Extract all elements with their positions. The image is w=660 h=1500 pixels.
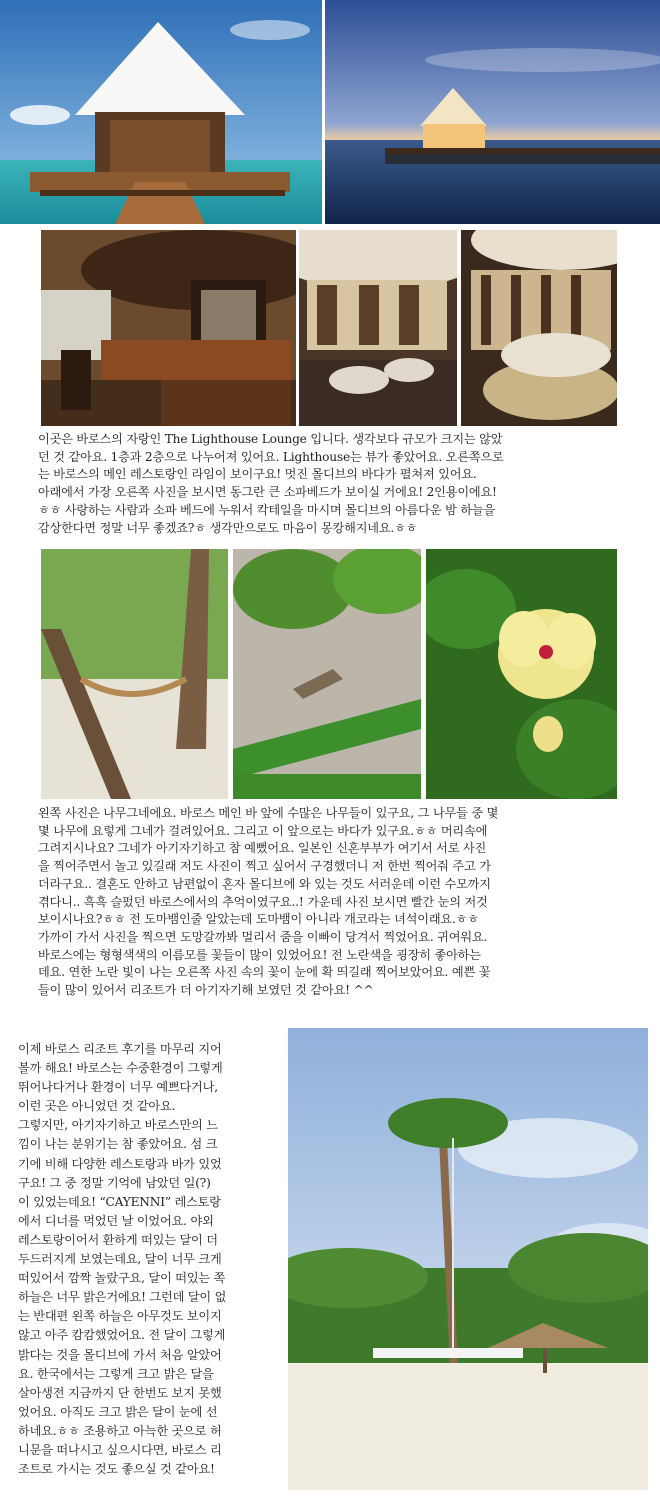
garden-lizard-photo bbox=[233, 549, 421, 799]
paragraph-line: 떠있어서 깜짝 놀랐구요, 달이 떠있는 쪽 bbox=[18, 1271, 226, 1286]
lighthouse-day-photo bbox=[0, 0, 322, 224]
paragraph-line: 두드러지게 보였는데요, 달이 너무 크게 bbox=[18, 1252, 222, 1267]
paragraph-line: 그려지시나요? 그네가 아기자기하고 참 예뻤어요. 일본인 신혼부부가 여기서 서로 사진 bbox=[38, 841, 487, 856]
paragraph-line: 아래에서 가장 오른쪽 사진을 보시면 동그란 큰 소파베드가 보이실 거에요! 2인용이에요! bbox=[38, 485, 497, 500]
paragraph-line: 볼까 해요! 바로스는 수중환경이 그렇게 bbox=[18, 1061, 223, 1076]
paragraph-line: 하늘은 너무 밝은거에요! 그런데 달이 없 bbox=[18, 1290, 227, 1305]
paragraph-line: 요. 한국에서는 그렇게 크고 밝은 달을 bbox=[18, 1366, 214, 1381]
paragraph-line: 들이 많이 있어서 리조트가 더 아기자기해 보였던 것 같아요! ^^ bbox=[38, 983, 374, 998]
paragraph-line: 가까이 가서 사진을 찍으면 도망갈까봐 멀리서 줌을 이빠이 당겨서 찍었어요. 귀여워요. bbox=[38, 929, 488, 944]
paragraph-line: 겪다니.. 흑흑 슬펐던 바로스에서의 추억이였구요..! 가운데 사진 보시면 빨간 눈의 저것 bbox=[38, 894, 488, 909]
paragraph-line: 왼쪽 사진은 나무그네에요. 바로스 메인 바 앞에 수많은 나무들이 있구요, 그 나무들 중 몇 bbox=[38, 806, 499, 820]
paragraph-line: 낌이 나는 분위기는 참 좋았어요. 섬 크 bbox=[18, 1137, 218, 1152]
paragraph-line: 보이시나요?ㅎㅎ 전 도마뱀인줄 알았는데 도마뱀이 아니라 개코라는 녀석이래요.ㅎㅎ bbox=[38, 912, 479, 927]
paragraph-line: 는 바로스의 메인 레스토랑인 라임이 보이구요! 멋진 몰디브의 바다가 펼쳐져 있어요. bbox=[38, 467, 477, 482]
paragraph-line: 이제 바로스 리조트 후기를 마무리 지어 bbox=[18, 1042, 222, 1056]
paragraph-line: 그렇지만, 아기자기하고 바로스만의 느 bbox=[18, 1118, 218, 1133]
paragraph-line: 에서 디너를 먹었던 날 이었어요. 야외 bbox=[18, 1213, 214, 1228]
beach-catamaran-photo bbox=[288, 1028, 648, 1490]
hammock-palm-photo bbox=[41, 549, 228, 799]
paragraph-line: 하네요.ㅎㅎ 조용하고 아늑한 곳으로 허 bbox=[18, 1423, 222, 1438]
paragraph-line: 는 반대편 왼쪽 하늘은 아무것도 보이지 bbox=[18, 1309, 222, 1324]
paragraph-line: 않고 아주 캄캄했었어요. 전 달이 그렇게 bbox=[18, 1328, 226, 1343]
review-conclusion bbox=[18, 1040, 286, 1479]
paragraph-line: 뛰어나다거나 환경이 너무 예쁘다거나, bbox=[18, 1080, 218, 1095]
lounge-bar-photo bbox=[41, 230, 296, 426]
paragraph-line: 감상한다면 정말 너무 좋겠죠?ㅎ 생각만으로도 마음이 몽캉해지네요.ㅎㅎ bbox=[38, 520, 418, 535]
yellow-hibiscus-photo bbox=[426, 549, 617, 799]
paragraph-line: 던 것 같아요. 1층과 2층으로 나누어져 있어요. Lighthouse는 뷰가 좋았어요. 오른쪽으로 bbox=[38, 449, 504, 464]
paragraph-line: 니문을 떠나시고 싶으시다면, 바로스 리 bbox=[18, 1442, 222, 1457]
paragraph-line: ㅎㅎ 사랑하는 사람과 소파 베드에 누워서 칵테일을 마시며 몰디브의 아름다운 밤 하늘을 bbox=[38, 502, 496, 517]
paragraph-line: 기에 비해 다양한 레스토랑과 바가 있었 bbox=[18, 1156, 222, 1171]
paragraph-line: 살아생전 지금까지 단 한번도 보지 못했 bbox=[18, 1385, 222, 1400]
paragraph-line: 을 찍어주면서 놀고 있길래 저도 사진이 찍고 싶어서 구경했더니 저 한번 찍어줘 주고 가 bbox=[38, 859, 491, 874]
paragraph-line: 조트로 가시는 것도 좋으실 것 같아요! bbox=[18, 1462, 215, 1477]
paragraph-line: 몇 나무에 요렇게 그네가 걸려있어요. 그리고 이 앞으로는 바다가 있구요.ㅎㅎ 머리속에 bbox=[38, 823, 488, 838]
paragraph-line: 이 있었는데요! “CAYENNI” 레스토랑 bbox=[18, 1194, 221, 1209]
paragraph-line: 구요! 그 중 정말 기억에 남았던 일(?) bbox=[18, 1175, 211, 1190]
paragraph-line: 레스토랑이어서 환하게 떠있는 달이 더 bbox=[18, 1232, 218, 1247]
paragraph-line: 밝다는 것을 몰디브에 가서 처음 알았어 bbox=[18, 1347, 222, 1362]
paragraph-line: 었어요. 아직도 크고 밝은 달이 눈에 선 bbox=[18, 1404, 218, 1419]
paragraph-line: 더라구요.. 결혼도 안하고 남편없이 혼자 몰디브에 와 있는 것도 서러운데 이런 수모까지 bbox=[38, 876, 491, 891]
lounge-sofa-photo bbox=[299, 230, 457, 426]
paragraph-line: 데요. 연한 노란 빛이 나는 오른쪽 사진 속의 꽃이 눈에 확 띄길래 찍어보았어요. 예쁜 꽃 bbox=[38, 965, 491, 980]
paragraph-line: 이곳은 바로스의 자랑인 The Lighthouse Lounge 입니다. 생각보다 규모가 크지는 않았 bbox=[38, 432, 503, 446]
lounge-round-sofabed-photo bbox=[461, 230, 617, 426]
lighthouse-dusk-photo bbox=[325, 0, 660, 224]
lighthouse-description bbox=[38, 431, 638, 537]
garden-description bbox=[38, 805, 638, 1000]
paragraph-line: 바로스에는 형형색색의 이름모를 꽃들이 많이 있었어요! 전 노란색을 굉장히 좋아하는 bbox=[38, 947, 481, 962]
paragraph-line: 이런 곳은 아니었던 것 같아요. bbox=[18, 1099, 176, 1114]
